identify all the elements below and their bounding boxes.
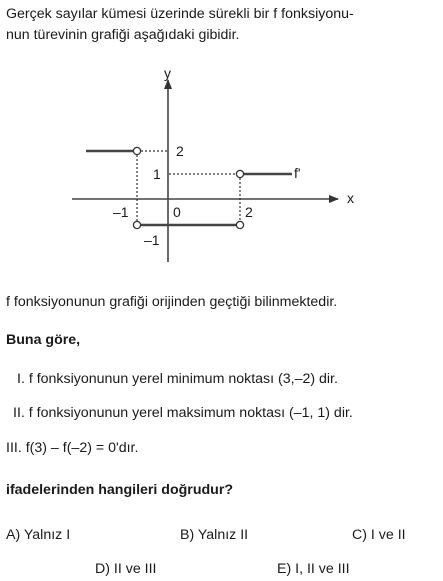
statement-text: f fonksiyonunun grafiği orijinden geçtiği bilinmektedir. xyxy=(6,294,338,310)
open-point-right-bottom xyxy=(236,221,243,228)
open-endpoints xyxy=(133,147,243,228)
x-axis-label: x xyxy=(347,190,354,206)
option-d[interactable]: D) II ve III xyxy=(95,561,157,577)
x-tick-2: 2 xyxy=(245,204,253,220)
y-tick-2: 2 xyxy=(176,143,184,159)
origin-label: 0 xyxy=(173,204,181,220)
item-3: III. f(3) – f(–2) = 0'dır. xyxy=(6,440,139,456)
question-text: ifadelerinden hangileri doğrudur? xyxy=(6,482,234,498)
y-tick-1: 1 xyxy=(153,166,161,182)
curve-label: f' xyxy=(294,165,301,181)
lead-text: Buna göre, xyxy=(6,332,81,348)
option-b[interactable]: B) Yalnız II xyxy=(180,527,249,543)
intro-line-2: nun türevinin grafiği aşağıdaki gibidir. xyxy=(6,27,240,43)
open-point-left-bottom xyxy=(133,221,140,228)
x-tick-neg1: –1 xyxy=(113,204,129,220)
guide-lines xyxy=(137,151,240,221)
option-a[interactable]: A) Yalnız I xyxy=(6,527,71,543)
y-axis-label: y xyxy=(164,65,171,81)
open-point-left-top xyxy=(133,147,140,154)
option-c[interactable]: C) I ve II xyxy=(352,527,406,543)
derivative-graph xyxy=(0,58,443,273)
item-1: I. f fonksiyonunun yerel minimum noktası (3,–2) dir. xyxy=(17,371,338,387)
intro-line-1: Gerçek sayılar kümesi üzerinde sürekli bir f fonksiyonu- xyxy=(6,6,354,22)
option-e[interactable]: E) I, II ve III xyxy=(277,561,350,577)
item-2: II. f fonksiyonunun yerel maksimum noktası (–1, 1) dir. xyxy=(13,405,353,421)
open-point-right-top xyxy=(236,170,243,177)
y-tick-neg1: –1 xyxy=(144,232,160,248)
